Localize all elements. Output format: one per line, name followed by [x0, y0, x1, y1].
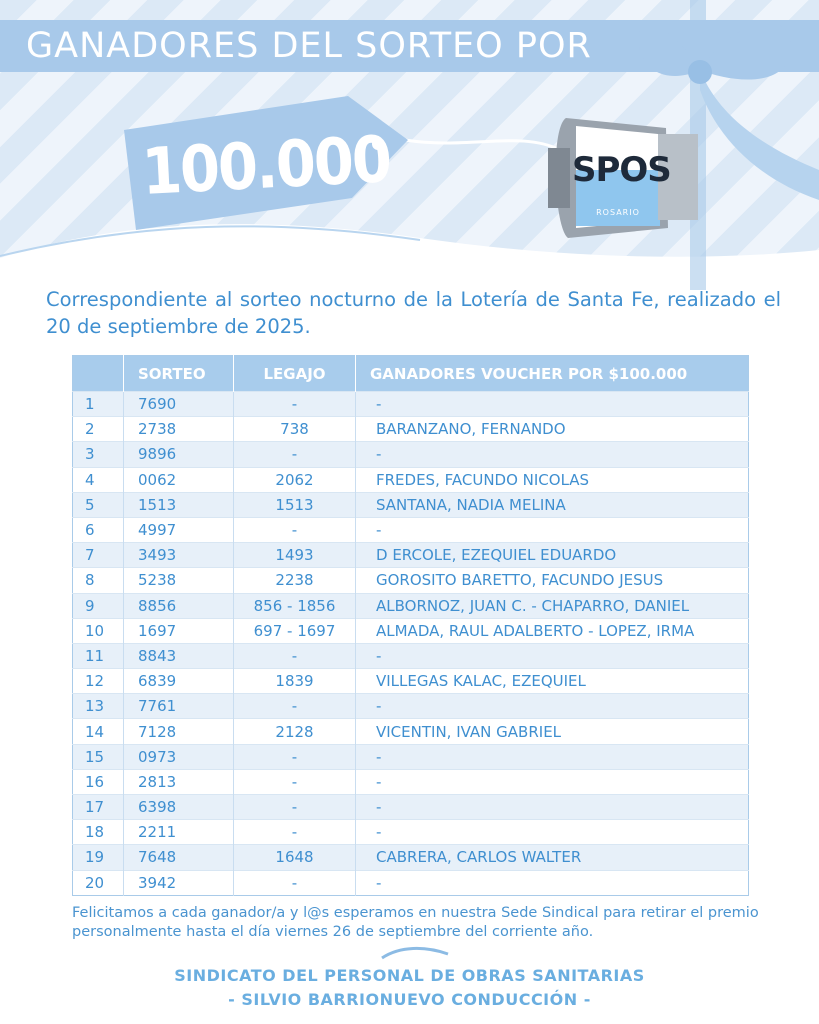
- table-row: [73, 795, 749, 820]
- row-ganador: -: [356, 517, 749, 542]
- table-row: [73, 392, 749, 417]
- row-index: 16: [73, 769, 124, 794]
- header-sorteo: SORTEO: [124, 356, 234, 392]
- row-ganador: ALBORNOZ, JUAN C. - CHAPARRO, DANIEL: [356, 593, 749, 618]
- row-sorteo: 8856: [124, 593, 234, 618]
- row-legajo: 2062: [234, 467, 356, 492]
- row-ganador: -: [356, 795, 749, 820]
- table-row: [73, 820, 749, 845]
- table-row: [73, 417, 749, 442]
- row-legajo: 697 - 1697: [234, 618, 356, 643]
- row-index: 11: [73, 643, 124, 668]
- page-title: GANADORES DEL SORTEO POR: [26, 26, 592, 66]
- row-ganador: -: [356, 643, 749, 668]
- row-ganador: FREDES, FACUNDO NICOLAS: [356, 467, 749, 492]
- row-ganador: GOROSITO BARETTO, FACUNDO JESUS: [356, 568, 749, 593]
- row-ganador: -: [356, 769, 749, 794]
- header-ganadores: GANADORES VOUCHER POR $100.000: [356, 356, 749, 392]
- row-ganador: -: [356, 694, 749, 719]
- table-header-row: [73, 356, 749, 392]
- row-ganador: -: [356, 870, 749, 895]
- row-sorteo: 5238: [124, 568, 234, 593]
- row-legajo: 856 - 1856: [234, 593, 356, 618]
- row-legajo: -: [234, 442, 356, 467]
- table-row: [73, 492, 749, 517]
- row-sorteo: 1513: [124, 492, 234, 517]
- row-legajo: -: [234, 795, 356, 820]
- row-ganador: -: [356, 442, 749, 467]
- row-ganador: -: [356, 392, 749, 417]
- row-sorteo: 1697: [124, 618, 234, 643]
- logo-name: SPOS: [572, 150, 671, 190]
- row-sorteo: 7648: [124, 845, 234, 870]
- union-leadership: - SILVIO BARRIONUEVO CONDUCCIÓN -: [228, 990, 591, 1009]
- row-sorteo: 9896: [124, 442, 234, 467]
- header-banner: [0, 0, 819, 290]
- row-legajo: -: [234, 392, 356, 417]
- row-index: 19: [73, 845, 124, 870]
- table-row: [73, 719, 749, 744]
- union-name: SINDICATO DEL PERSONAL DE OBRAS SANITARIAS: [174, 966, 645, 985]
- row-sorteo: 3942: [124, 870, 234, 895]
- row-index: 7: [73, 543, 124, 568]
- table-row: [73, 669, 749, 694]
- table-row: [73, 442, 749, 467]
- wave-divider-icon: [380, 944, 450, 962]
- row-index: 8: [73, 568, 124, 593]
- row-ganador: D ERCOLE, EZEQUIEL EDUARDO: [356, 543, 749, 568]
- table-row: [73, 845, 749, 870]
- row-index: 9: [73, 593, 124, 618]
- row-index: 17: [73, 795, 124, 820]
- row-index: 20: [73, 870, 124, 895]
- row-index: 18: [73, 820, 124, 845]
- footer-note: Felicitamos a cada ganador/a y l@s esperamos en nuestra Sede Sindical para retirar el premio personalmente hasta el día viernes 26 de septiembre del corriente año.: [72, 905, 759, 940]
- row-sorteo: 2813: [124, 769, 234, 794]
- row-legajo: 1493: [234, 543, 356, 568]
- row-sorteo: 4997: [124, 517, 234, 542]
- row-legajo: -: [234, 820, 356, 845]
- prize-amount: 100.000: [140, 123, 392, 210]
- row-ganador: ALMADA, RAUL ADALBERTO - LOPEZ, IRMA: [356, 618, 749, 643]
- intro-text: Correspondiente al sorteo nocturno de la Lotería de Santa Fe, realizado el 20 de septiembre de 2025.: [46, 288, 781, 338]
- row-legajo: -: [234, 870, 356, 895]
- row-sorteo: 2211: [124, 820, 234, 845]
- row-sorteo: 6839: [124, 669, 234, 694]
- row-sorteo: 6398: [124, 795, 234, 820]
- row-index: 6: [73, 517, 124, 542]
- row-sorteo: 0062: [124, 467, 234, 492]
- row-ganador: CABRERA, CARLOS WALTER: [356, 845, 749, 870]
- row-legajo: -: [234, 694, 356, 719]
- table-row: [73, 870, 749, 895]
- row-legajo: -: [234, 517, 356, 542]
- row-index: 1: [73, 392, 124, 417]
- table-row: [73, 467, 749, 492]
- row-ganador: -: [356, 820, 749, 845]
- row-sorteo: 7761: [124, 694, 234, 719]
- row-legajo: 2128: [234, 719, 356, 744]
- row-legajo: -: [234, 769, 356, 794]
- header-legajo: LEGAJO: [234, 356, 356, 392]
- row-ganador: SANTANA, NADIA MELINA: [356, 492, 749, 517]
- row-index: 13: [73, 694, 124, 719]
- row-legajo: 2238: [234, 568, 356, 593]
- row-legajo: -: [234, 744, 356, 769]
- row-sorteo: 0973: [124, 744, 234, 769]
- row-index: 12: [73, 669, 124, 694]
- table-row: [73, 543, 749, 568]
- table-row: [73, 517, 749, 542]
- row-legajo: 1648: [234, 845, 356, 870]
- row-sorteo: 8843: [124, 643, 234, 668]
- row-index: 14: [73, 719, 124, 744]
- table-row: [73, 694, 749, 719]
- table-row: [73, 568, 749, 593]
- row-legajo: 738: [234, 417, 356, 442]
- row-legajo: -: [234, 643, 356, 668]
- row-sorteo: 7690: [124, 392, 234, 417]
- logo-city: ROSARIO: [596, 208, 640, 217]
- table-row: [73, 744, 749, 769]
- row-legajo: 1839: [234, 669, 356, 694]
- row-ganador: VILLEGAS KALAC, EZEQUIEL: [356, 669, 749, 694]
- row-index: 2: [73, 417, 124, 442]
- row-index: 4: [73, 467, 124, 492]
- table-row: [73, 618, 749, 643]
- row-ganador: -: [356, 744, 749, 769]
- row-ganador: BARANZANO, FERNANDO: [356, 417, 749, 442]
- row-index: 10: [73, 618, 124, 643]
- row-index: 5: [73, 492, 124, 517]
- row-sorteo: 7128: [124, 719, 234, 744]
- row-sorteo: 3493: [124, 543, 234, 568]
- row-sorteo: 2738: [124, 417, 234, 442]
- winners-table: [72, 355, 749, 896]
- row-index: 15: [73, 744, 124, 769]
- table-row: [73, 769, 749, 794]
- table-row: [73, 643, 749, 668]
- row-index: 3: [73, 442, 124, 467]
- header-index: [73, 356, 124, 392]
- table-row: [73, 593, 749, 618]
- row-ganador: VICENTIN, IVAN GABRIEL: [356, 719, 749, 744]
- row-legajo: 1513: [234, 492, 356, 517]
